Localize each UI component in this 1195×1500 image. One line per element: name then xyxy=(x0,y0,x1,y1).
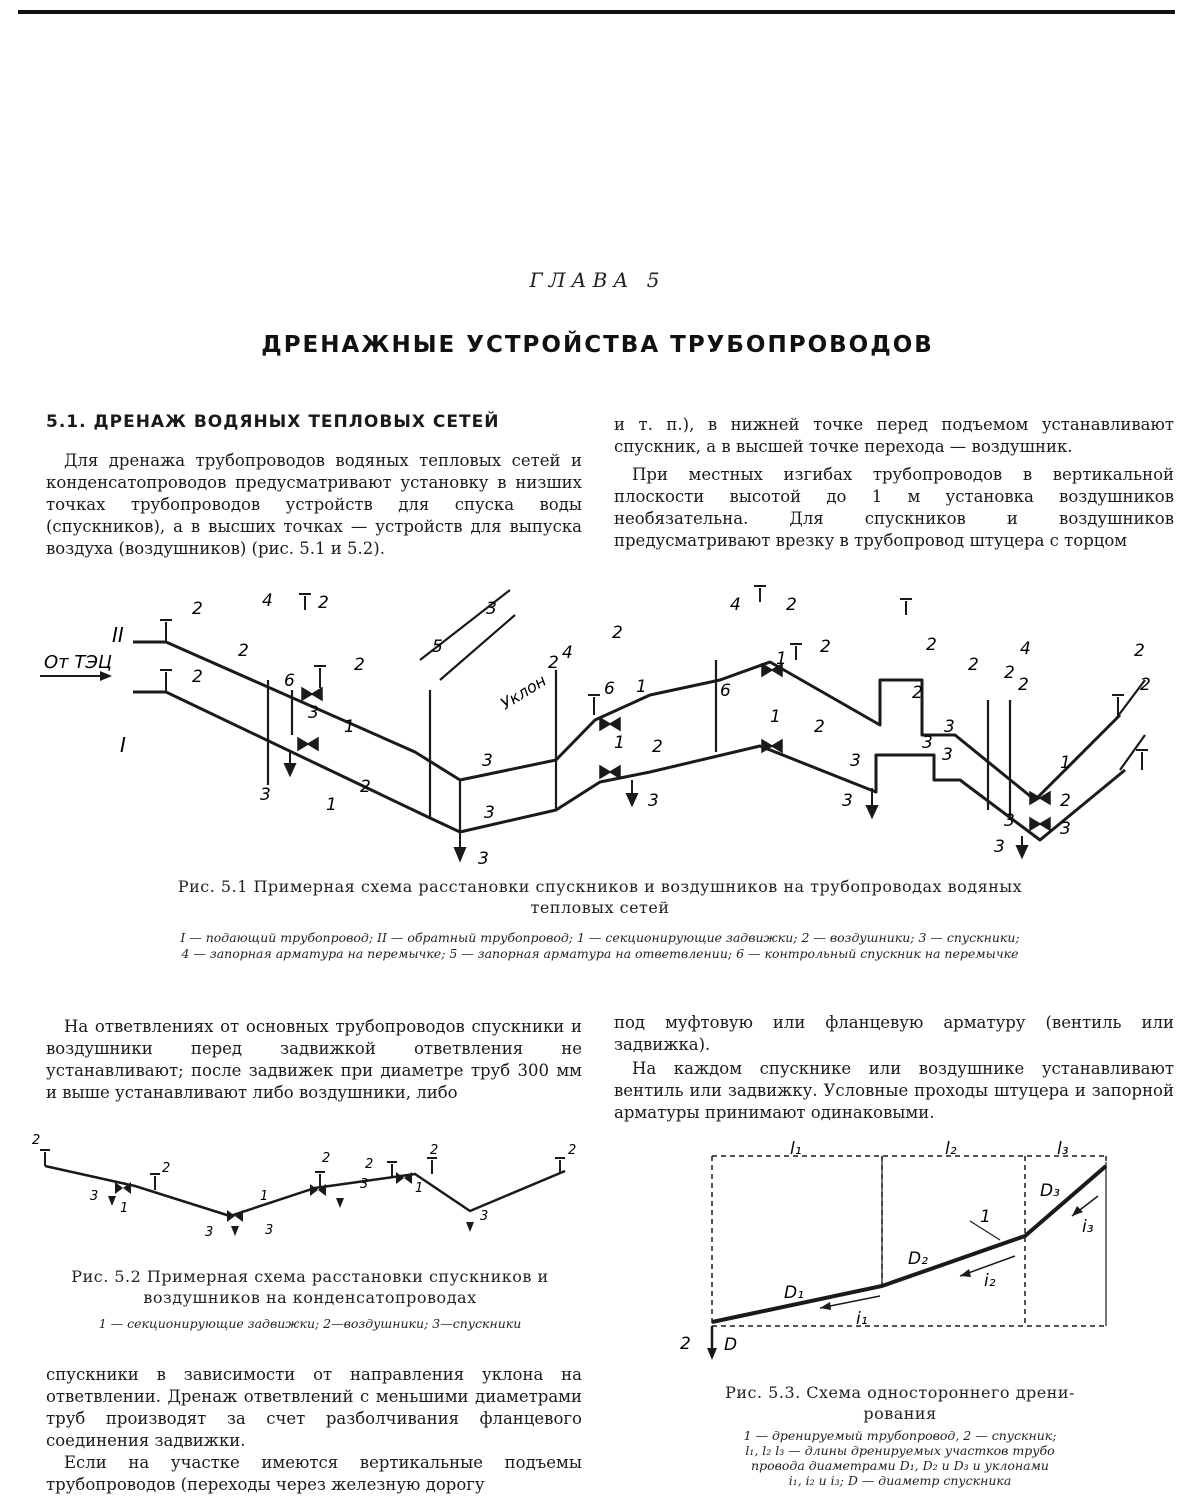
svg-text:2: 2 xyxy=(1140,675,1151,695)
svg-text:2: 2 xyxy=(238,641,249,661)
svg-text:2: 2 xyxy=(820,637,831,657)
svg-text:3: 3 xyxy=(486,599,497,619)
gate-valve-icon xyxy=(298,738,308,750)
drain-marker: 2 xyxy=(680,1334,691,1354)
paragraph: Для дренажа трубопроводов водяных тепловых сетей и конденсатопроводов предусматривают установку в низших точках трубопроводов устройств для спуска воды (спускников), а в высших точках — устройств для выпуска воздуха (воздушников) (рис. 5.1 и 5.2). xyxy=(46,451,582,558)
gate-valve-icon xyxy=(1030,792,1040,804)
svg-text:1: 1 xyxy=(260,1189,269,1204)
svg-text:2: 2 xyxy=(814,717,825,737)
left-column-mid xyxy=(46,1016,582,1104)
i3-label: i₃ xyxy=(1082,1217,1094,1237)
svg-text:3: 3 xyxy=(1060,819,1071,839)
chapter-label: ГЛАВА 5 xyxy=(529,268,666,292)
svg-text:1: 1 xyxy=(614,733,625,753)
label-from-tets: От ТЭЦ xyxy=(44,652,112,673)
svg-text:2: 2 xyxy=(652,737,663,757)
svg-text:3: 3 xyxy=(482,751,493,771)
svg-text:2: 2 xyxy=(912,683,923,703)
paragraph: На каждом спускнике или воздушнике устанавливают вентиль или задвижку. Условные проходы штуцера и запорной арматуры принимают одинаковыми. xyxy=(614,1059,1174,1122)
svg-text:6: 6 xyxy=(720,681,731,701)
svg-text:3: 3 xyxy=(994,837,1005,857)
svg-text:4: 4 xyxy=(262,591,273,611)
paragraph: Если на участке имеются вертикальные подъемы трубопроводов (переходы через железную дорогу xyxy=(46,1453,582,1494)
svg-text:2: 2 xyxy=(612,623,623,643)
svg-text:1: 1 xyxy=(1060,753,1071,773)
svg-text:3: 3 xyxy=(922,733,933,753)
svg-text:4: 4 xyxy=(1020,639,1031,659)
label-return: II xyxy=(112,623,124,647)
right-column-top xyxy=(614,414,1174,552)
D2-label: D₂ xyxy=(908,1249,928,1269)
svg-text:5: 5 xyxy=(432,637,443,657)
svg-text:3: 3 xyxy=(942,745,953,765)
D1-label: D₁ xyxy=(784,1283,804,1303)
figure-5-1-diagram xyxy=(0,570,1195,870)
svg-text:2: 2 xyxy=(354,655,365,675)
svg-text:2: 2 xyxy=(548,653,559,673)
paragraph: под муфтовую или фланцевую арматуру (вентиль или задвижка). xyxy=(614,1013,1174,1054)
svg-text:2: 2 xyxy=(968,655,979,675)
right-column-mid xyxy=(614,1012,1174,1124)
svg-text:3: 3 xyxy=(308,703,319,723)
svg-text:3: 3 xyxy=(90,1189,99,1204)
svg-text:3: 3 xyxy=(648,791,659,811)
svg-text:2: 2 xyxy=(926,635,937,655)
fig2-markers xyxy=(32,1133,576,1240)
svg-text:1: 1 xyxy=(776,649,787,669)
svg-text:6: 6 xyxy=(284,671,295,691)
svg-text:2: 2 xyxy=(192,667,203,687)
svg-text:2: 2 xyxy=(568,1143,577,1158)
svg-text:2: 2 xyxy=(365,1157,374,1172)
figure-5-2-legend: 1 — секционирующие задвижки; 2—воздушники; 3—спускники xyxy=(98,1316,522,1331)
svg-text:2: 2 xyxy=(1004,663,1015,683)
gate-valve-icon xyxy=(1030,818,1040,830)
svg-text:3: 3 xyxy=(1004,811,1015,831)
left-column-top xyxy=(46,412,582,560)
svg-text:3: 3 xyxy=(480,1209,489,1224)
gate-valve-icon xyxy=(600,766,610,778)
gate-valve-icon xyxy=(302,688,312,700)
section-heading: 5.1. ДРЕНАЖ ВОДЯНЫХ ТЕПЛОВЫХ СЕТЕЙ xyxy=(46,412,500,432)
pipeline-marker: 1 xyxy=(980,1207,991,1227)
svg-text:3: 3 xyxy=(850,751,861,771)
svg-text:3: 3 xyxy=(944,717,955,737)
svg-text:2: 2 xyxy=(1060,791,1071,811)
figure-5-1-legend: I — подающий трубопровод; II — обратный трубопровод; 1 — секционирующие задвижки; 2 — воздушники; 3 — спускники; 4 — запорная арматура на перемычке; 5 — запорная арматура на ответвлении; 6 — контрольный спускник на перемычке xyxy=(180,930,1020,961)
i1-label: i₁ xyxy=(856,1309,868,1329)
label-supply: I xyxy=(120,733,126,757)
gate-valve-icon xyxy=(600,718,610,730)
svg-text:2: 2 xyxy=(360,777,371,797)
svg-text:3: 3 xyxy=(265,1223,274,1238)
svg-text:1: 1 xyxy=(636,677,647,697)
svg-text:6: 6 xyxy=(604,679,615,699)
svg-text:2: 2 xyxy=(322,1151,331,1166)
D-label: D xyxy=(724,1335,738,1355)
figure-5-2-diagram xyxy=(20,1126,600,1246)
svg-text:3: 3 xyxy=(360,1177,369,1192)
figure-5-3-caption: Рис. 5.3. Схема одностороннего дрени- рования xyxy=(725,1383,1075,1423)
left-column-bottom xyxy=(46,1364,582,1496)
svg-text:1: 1 xyxy=(326,795,337,815)
svg-text:1: 1 xyxy=(120,1201,129,1216)
svg-text:1: 1 xyxy=(770,707,781,727)
svg-text:3: 3 xyxy=(484,803,495,823)
l2-label: l₂ xyxy=(945,1139,957,1159)
paragraph: На ответвлениях от основных трубопроводов спускники и воздушники перед задвижкой ответвления не устанавливают; после задвижек при диаметре труб 300 мм и выше устанавливают либо воздушники, либо xyxy=(46,1017,582,1102)
figure-5-3-diagram xyxy=(680,1136,1110,1366)
svg-text:2: 2 xyxy=(162,1161,171,1176)
svg-text:2: 2 xyxy=(1018,675,1029,695)
svg-text:1: 1 xyxy=(344,717,355,737)
svg-text:2: 2 xyxy=(32,1133,41,1148)
i2-label: i₂ xyxy=(984,1271,996,1291)
figure-5-2-caption: Рис. 5.2 Примерная схема расстановки спускников и воздушников на конденсатопроводах xyxy=(71,1267,549,1307)
svg-text:2: 2 xyxy=(430,1143,439,1158)
svg-text:3: 3 xyxy=(842,791,853,811)
svg-text:1: 1 xyxy=(415,1181,424,1196)
svg-text:4: 4 xyxy=(730,595,741,615)
svg-text:3: 3 xyxy=(205,1225,214,1240)
fig1-markers xyxy=(192,591,1151,869)
svg-text:3: 3 xyxy=(260,785,271,805)
label-slope: Уклон xyxy=(497,670,550,714)
chapter-title: ДРЕНАЖНЫЕ УСТРОЙСТВА ТРУБОПРОВОДОВ xyxy=(261,332,934,358)
l3-label: l₃ xyxy=(1057,1139,1069,1159)
gate-valve-icon xyxy=(762,664,772,676)
figure-5-3-legend: 1 — дренируемый трубопровод, 2 — спускник; l₁, l₂ l₃ — длины дренируемых участков трубо провода диаметрами D₁, D₂ и D₃ и уклонами i₁, i₂ и i₃; D — диаметр спускника xyxy=(743,1428,1057,1488)
D3-label: D₃ xyxy=(1040,1181,1060,1201)
paragraph: и т. п.), в нижней точке перед подъемом устанавливают спускник, а в высшей точке перехода — воздушник. xyxy=(614,415,1174,456)
svg-text:4: 4 xyxy=(562,643,573,663)
svg-text:2: 2 xyxy=(318,593,329,613)
svg-text:2: 2 xyxy=(786,595,797,615)
svg-text:3: 3 xyxy=(478,849,489,869)
svg-text:2: 2 xyxy=(1134,641,1145,661)
figure-5-1-caption: Рис. 5.1 Примерная схема расстановки спускников и воздушников на трубопроводах водяных тепловых сетей xyxy=(177,877,1023,917)
svg-text:2: 2 xyxy=(192,599,203,619)
paragraph: При местных изгибах трубопроводов в вертикальной плоскости высотой до 1 м установка воздушников необязательна. Для спускников и воздушников предусматривают врезку в трубопровод штуцера с торцом xyxy=(614,465,1174,550)
top-rule xyxy=(18,10,1175,14)
paragraph: спускники в зависимости от направления уклона на ответвлении. Дренаж ответвлений с меньшими диаметрами труб производят за счет разболчивания фланцевого соединения задвижки. xyxy=(46,1365,582,1450)
supply-pipeline xyxy=(133,692,1125,840)
l1-label: l₁ xyxy=(790,1139,802,1159)
